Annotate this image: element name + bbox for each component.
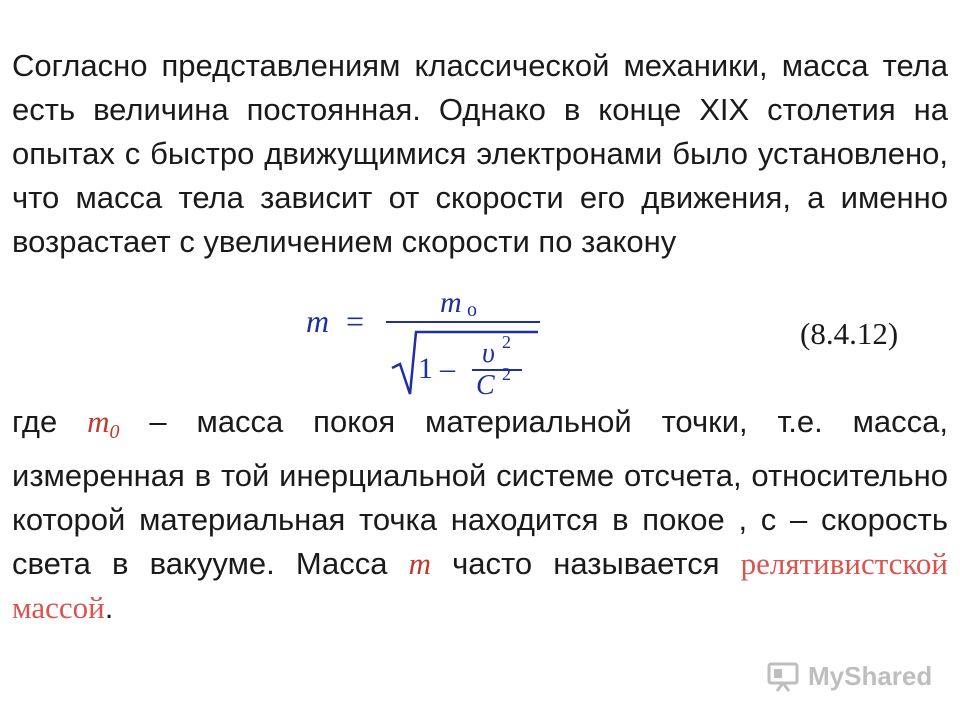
relativistic-mass-term: релятивистской массой: [12, 546, 948, 625]
mass-variable: m: [408, 546, 432, 581]
formula-numerator: m: [440, 286, 462, 319]
relativistic-mass-formula: [300, 286, 550, 398]
definition-part3: часто называется: [431, 546, 741, 581]
formula-v: υ: [482, 338, 495, 369]
intro-paragraph: Согласно представлениям классической механики, масса тела есть величина постоянная. Однако в конце XIX столетия на опытах с быстро движущимися электронами было установлено, что масса тела зависит от скорости его движения, а именно возрастает с увеличением скорости по закону: [12, 48, 948, 259]
formula-c: C: [476, 370, 495, 398]
definition-part2: – масса покоя материальной точки, т.е. масса, измеренная в той инерциальной системе отсчета, относительно которой материальная точка находится в покое , с – скорость света в вакууме. Масса: [12, 404, 949, 581]
rest-mass-variable: [87, 404, 120, 443]
rest-mass-subscript: 0: [109, 421, 120, 443]
formula-one: 1: [418, 352, 433, 385]
sqrt-sign: [392, 332, 538, 394]
formula-numerator-sub: o: [467, 299, 477, 321]
myshared-watermark: [766, 656, 932, 696]
definition-part1: где: [12, 404, 88, 439]
formula-lhs: m: [306, 303, 330, 339]
equation-number: (8.4.12): [800, 316, 899, 351]
definition-part4: .: [104, 590, 114, 625]
definition-paragraph: [12, 400, 948, 630]
watermark-text: MyShared: [808, 660, 933, 691]
formula-minus: –: [440, 352, 455, 385]
formula-equals: =: [346, 303, 365, 339]
formula-v-exp: 2: [502, 332, 511, 352]
formula-c-exp: 2: [502, 364, 511, 384]
presentation-board-icon: [766, 659, 800, 693]
rest-mass-letter: m: [87, 404, 110, 439]
